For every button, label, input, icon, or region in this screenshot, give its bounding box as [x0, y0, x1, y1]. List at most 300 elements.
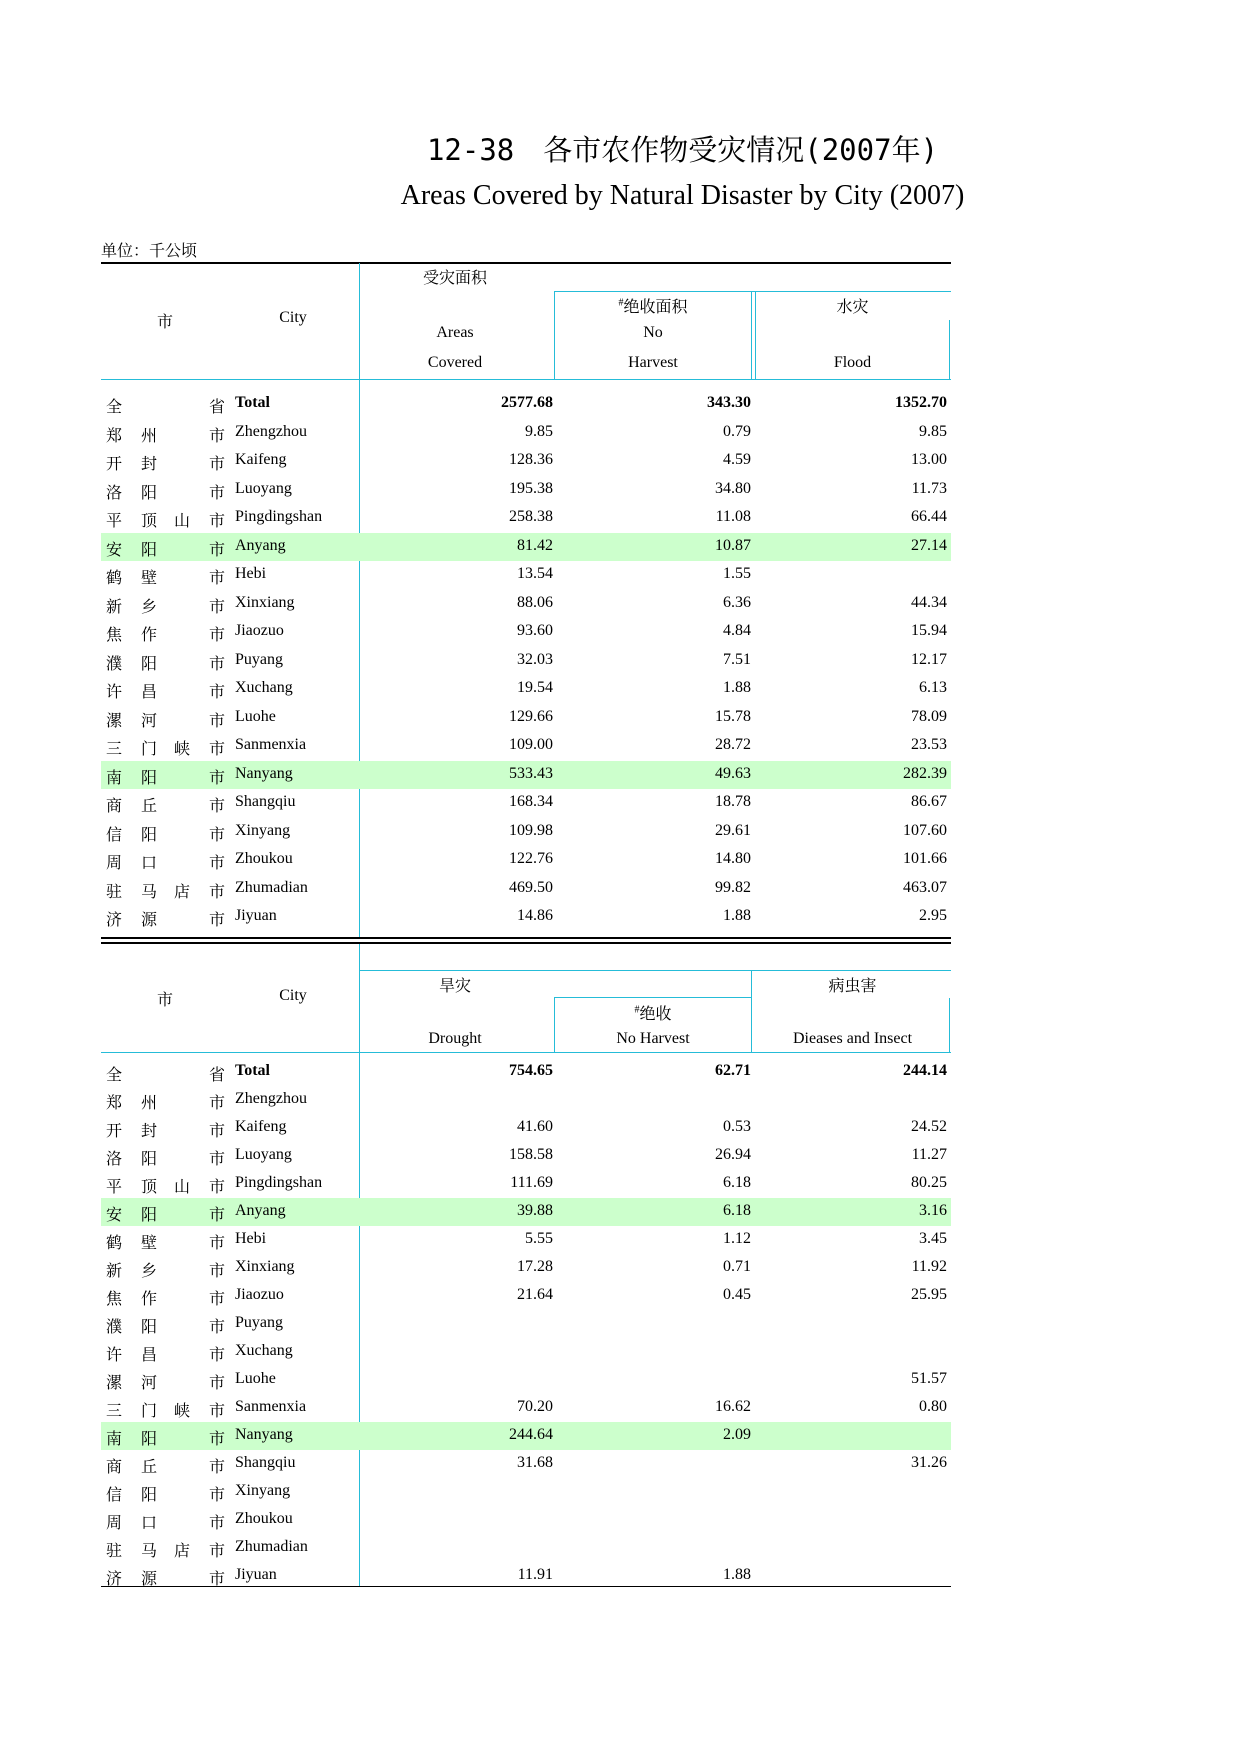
- city-cn-char: 河: [141, 1375, 158, 1392]
- value-cell: 195.38: [509, 479, 553, 497]
- city-cn-char: 安: [106, 1207, 123, 1224]
- table2-pest-en: Dieases and Insect: [792, 1030, 913, 1047]
- city-cn-char: 郑: [106, 427, 123, 445]
- city-en-name: Nanyang: [235, 764, 293, 782]
- value-cell: 11.08: [715, 508, 751, 525]
- city-en-name: Xinyang: [235, 821, 291, 839]
- value-cell: 3.45: [919, 1230, 947, 1247]
- city-cn-char: 源: [141, 1571, 158, 1588]
- city-cn-suffix: 市: [209, 798, 226, 815]
- city-cn-char: 驻: [106, 1543, 123, 1560]
- city-cn-suffix: 市: [209, 883, 226, 901]
- city-cn-suffix: 市: [209, 684, 226, 701]
- value-cell: 122.76: [509, 850, 553, 867]
- city-cn-char: 州: [141, 1095, 158, 1112]
- city-cn-char: 阳: [141, 826, 158, 844]
- table-row: [101, 1310, 951, 1338]
- table2-noharvest-cn: #绝收: [634, 1004, 672, 1023]
- city-cn-char: 马: [141, 883, 158, 901]
- table2-pest-cn: 病虫害: [828, 978, 877, 995]
- table1-noharvest-cn: #绝收面积: [618, 297, 688, 316]
- city-cn-char: 作: [141, 1291, 158, 1308]
- city-en-name: Nanyang: [235, 1426, 293, 1443]
- city-cn-char: 洛: [106, 484, 123, 502]
- value-cell: 6.13: [919, 679, 947, 696]
- value-cell: 258.38: [509, 508, 553, 525]
- value-cell: 0.45: [723, 1286, 751, 1303]
- value-cell: 6.18: [723, 1174, 751, 1191]
- value-cell: 158.58: [509, 1146, 553, 1163]
- city-cn-char: 阳: [141, 1207, 158, 1224]
- table-row: [101, 1170, 951, 1198]
- city-cn-char: 作: [141, 627, 158, 644]
- table1-affected-en2: Covered: [427, 354, 483, 371]
- table1-flood-en: Flood: [833, 354, 872, 371]
- city-en-name: Total: [235, 394, 270, 411]
- city-cn-char: 阳: [141, 1487, 158, 1504]
- table-row: [101, 1198, 951, 1226]
- table2-top-rule: [359, 970, 951, 971]
- table-row: [101, 1114, 951, 1142]
- city-cn-char: 阳: [141, 541, 158, 559]
- city-cn-char: 周: [106, 855, 123, 872]
- city-cn-char: 许: [106, 1347, 123, 1364]
- value-cell: 111.69: [510, 1174, 553, 1191]
- city-cn-char: 鹤: [106, 1235, 123, 1252]
- value-cell: 6.18: [723, 1202, 751, 1219]
- value-cell: 66.44: [911, 508, 947, 525]
- city-cn-suffix: 市: [209, 1403, 226, 1420]
- value-cell: 168.34: [509, 793, 553, 810]
- value-cell: 32.03: [517, 650, 553, 668]
- table-row: [101, 1506, 951, 1534]
- city-en-name: Zhengzhou: [235, 422, 307, 440]
- value-cell: 9.85: [525, 422, 553, 440]
- city-en-name: Hebi: [235, 565, 267, 582]
- value-cell: 34.80: [715, 479, 751, 497]
- city-cn-char: 洛: [106, 1151, 123, 1168]
- city-cn-char: 新: [106, 598, 123, 616]
- city-cn-char: 山: [174, 513, 191, 530]
- city-cn-char: 昌: [141, 1347, 158, 1364]
- city-cn-char: 阳: [141, 1319, 158, 1336]
- city-en-name: Zhumadian: [235, 1538, 308, 1555]
- city-cn-char: 许: [106, 684, 123, 701]
- city-cn-char: 峡: [174, 741, 191, 758]
- city-en-name: Total: [235, 1062, 270, 1079]
- city-cn-char: 店: [174, 1543, 191, 1560]
- table-row: [101, 846, 951, 874]
- city-cn-char: 焦: [106, 627, 123, 644]
- value-cell: 19.54: [517, 679, 553, 696]
- table-row: [101, 1422, 951, 1450]
- city-en-name: Zhengzhou: [235, 1090, 307, 1107]
- city-cn-char: 顶: [141, 1179, 158, 1196]
- table2-bottom-rule: [101, 1586, 951, 1587]
- city-en-name: Luohe: [235, 707, 276, 725]
- city-en-name: Sanmenxia: [235, 1398, 307, 1415]
- value-cell: 39.88: [517, 1202, 553, 1219]
- value-cell: 4.84: [723, 622, 751, 639]
- value-cell: 26.94: [715, 1146, 751, 1163]
- table1-col3-right: [949, 320, 950, 379]
- city-cn-char: 壁: [141, 1235, 158, 1252]
- city-cn-char: 济: [106, 912, 123, 929]
- city-cn-suffix: 市: [209, 912, 226, 929]
- city-cn-suffix: 市: [209, 855, 226, 872]
- page-title-cn: 12-38 各市农作物受灾情况(2007年): [426, 133, 939, 167]
- value-cell: 1352.70: [895, 394, 947, 411]
- city-en-name: Jiaozuo: [235, 622, 284, 639]
- table-row: [101, 647, 951, 675]
- table-row: [101, 419, 951, 447]
- city-cn-char: 三: [106, 1403, 123, 1420]
- city-cn-char: 河: [141, 712, 158, 730]
- table-row: [101, 447, 951, 475]
- table2-city-cn: 市: [156, 992, 173, 1009]
- value-cell: 3.16: [919, 1202, 947, 1219]
- table2-col2-right: [751, 970, 752, 1052]
- city-cn-char: 州: [141, 427, 158, 445]
- value-cell: 13.00: [911, 451, 947, 468]
- table-row: [101, 590, 951, 618]
- city-en-name: Sanmenxia: [235, 736, 307, 753]
- city-cn-suffix: 市: [209, 541, 226, 559]
- city-cn-char: 阳: [141, 1431, 158, 1448]
- table-row: [101, 1478, 951, 1506]
- table-row: [101, 1086, 951, 1114]
- city-cn-char: 三: [106, 741, 123, 758]
- city-cn-char: 周: [106, 1515, 123, 1532]
- value-cell: 9.85: [919, 422, 947, 440]
- city-cn-suffix: 市: [209, 1347, 226, 1364]
- city-cn-char: 口: [141, 855, 158, 872]
- city-cn-char: 平: [106, 513, 123, 530]
- city-cn-char: 南: [106, 769, 123, 787]
- table1-affected-cn: 受灾面积: [422, 270, 487, 287]
- table1-flood-cn: 水灾: [836, 299, 869, 316]
- table-row: [101, 1450, 951, 1478]
- value-cell: 4.59: [723, 451, 751, 468]
- city-cn-char: 焦: [106, 1291, 123, 1308]
- city-cn-char: 新: [106, 1263, 123, 1280]
- table1-city-en: City: [279, 309, 307, 326]
- value-cell: 109.98: [509, 821, 553, 839]
- value-cell: 27.14: [911, 536, 947, 554]
- city-cn-suffix: 市: [209, 570, 226, 587]
- table1-city-cn: 市: [156, 314, 173, 331]
- city-en-name: Luohe: [235, 1370, 276, 1387]
- table-row: [101, 1366, 951, 1394]
- city-cn-char: 峡: [174, 1403, 191, 1420]
- value-cell: 282.39: [903, 764, 947, 782]
- city-en-name: Zhoukou: [235, 850, 293, 867]
- city-en-name: Zhumadian: [235, 878, 308, 896]
- city-cn-char: 马: [141, 1543, 158, 1560]
- city-cn-suffix: 市: [209, 1095, 226, 1112]
- city-en-name: Shangqiu: [235, 793, 296, 810]
- city-cn-char: 商: [106, 798, 123, 815]
- value-cell: 99.82: [715, 878, 751, 896]
- value-cell: 21.64: [517, 1286, 553, 1303]
- value-cell: 244.64: [509, 1426, 553, 1443]
- city-cn-char: 全: [106, 1067, 123, 1084]
- city-en-name: Luoyang: [235, 479, 292, 497]
- table-row: [101, 1226, 951, 1254]
- table-row: [101, 675, 951, 703]
- city-cn-char: 信: [106, 826, 123, 844]
- city-cn-char: 安: [106, 541, 123, 559]
- table-row: [101, 789, 951, 817]
- value-cell: 78.09: [911, 707, 947, 725]
- city-cn-char: 壁: [141, 570, 158, 587]
- city-cn-suffix: 市: [209, 1123, 226, 1140]
- value-cell: 2.95: [919, 907, 947, 924]
- table-row: [101, 1534, 951, 1562]
- value-cell: 7.51: [723, 650, 751, 668]
- city-cn-suffix: 市: [209, 1235, 226, 1252]
- city-cn-suffix: 市: [209, 1319, 226, 1336]
- value-cell: 1.12: [723, 1230, 751, 1247]
- city-en-name: Xuchang: [235, 1342, 293, 1359]
- table1-noharvest-en1: No: [643, 324, 663, 341]
- value-cell: 31.68: [517, 1454, 553, 1471]
- table-separator-rule-2: [101, 942, 951, 944]
- city-cn-char: 南: [106, 1431, 123, 1448]
- value-cell: 13.54: [517, 565, 553, 582]
- value-cell: 6.36: [723, 593, 751, 611]
- city-cn-suffix: 市: [209, 712, 226, 730]
- value-cell: 15.78: [715, 707, 751, 725]
- value-cell: 11.73: [911, 479, 947, 497]
- value-cell: 11.92: [911, 1258, 947, 1275]
- city-en-name: Pingdingshan: [235, 1174, 323, 1191]
- city-cn-char: 阳: [141, 769, 158, 787]
- city-cn-char: 濮: [106, 1319, 123, 1336]
- table-row: [101, 504, 951, 532]
- value-cell: 41.60: [517, 1118, 553, 1135]
- city-en-name: Hebi: [235, 1230, 267, 1247]
- value-cell: 128.36: [509, 451, 553, 468]
- city-cn-char: 山: [174, 1179, 191, 1196]
- value-cell: 469.50: [509, 878, 553, 896]
- table2-noharvest-en: No Harvest: [616, 1030, 690, 1047]
- table-row: [101, 1058, 951, 1086]
- value-cell: 25.95: [911, 1286, 947, 1303]
- value-cell: 343.30: [707, 394, 751, 411]
- city-cn-char: 封: [141, 456, 158, 473]
- table1-affected-en1: Areas: [436, 324, 474, 341]
- city-en-name: Xinxiang: [235, 593, 295, 611]
- city-cn-char: 济: [106, 1571, 123, 1588]
- city-en-name: Jiaozuo: [235, 1286, 284, 1303]
- city-cn-char: 封: [141, 1123, 158, 1140]
- value-cell: 23.53: [911, 736, 947, 753]
- table2-header-bottom: [101, 1052, 951, 1053]
- value-cell: 1.55: [723, 565, 751, 582]
- city-cn-suffix: 市: [209, 1179, 226, 1196]
- city-en-name: Luoyang: [235, 1146, 292, 1163]
- value-cell: 44.34: [911, 593, 947, 611]
- value-cell: 17.28: [517, 1258, 553, 1275]
- value-cell: 1.88: [723, 907, 751, 924]
- city-en-name: Shangqiu: [235, 1454, 296, 1471]
- city-en-name: Xuchang: [235, 679, 293, 696]
- city-cn-char: 阳: [141, 655, 158, 673]
- value-cell: 18.78: [715, 793, 751, 810]
- table-row: [101, 476, 951, 504]
- table2-city-en: City: [279, 987, 307, 1004]
- table1-col2-right: [751, 291, 752, 379]
- value-cell: 101.66: [903, 850, 947, 867]
- city-en-name: Xinxiang: [235, 1258, 295, 1275]
- city-en-name: Kaifeng: [235, 451, 287, 468]
- city-cn-suffix: 省: [209, 1067, 226, 1084]
- city-cn-char: 全: [106, 399, 123, 416]
- table-row: [101, 1254, 951, 1282]
- city-cn-char: 乡: [141, 598, 158, 616]
- city-cn-suffix: 市: [209, 741, 226, 758]
- table1-subheader-rule: [554, 291, 951, 292]
- table2-drought-en: Drought: [428, 1030, 482, 1047]
- value-cell: 24.52: [911, 1118, 947, 1135]
- city-cn-char: 濮: [106, 655, 123, 673]
- table2-col3-right: [949, 998, 950, 1052]
- city-cn-suffix: 市: [209, 1431, 226, 1448]
- value-cell: 14.80: [715, 850, 751, 867]
- value-cell: 11.91: [517, 1566, 553, 1583]
- city-cn-char: 乡: [141, 1263, 158, 1280]
- value-cell: 10.87: [715, 536, 751, 554]
- value-cell: 14.86: [517, 907, 553, 924]
- city-cn-char: 昌: [141, 684, 158, 701]
- value-cell: 88.06: [517, 593, 553, 611]
- city-cn-suffix: 市: [209, 1543, 226, 1560]
- city-en-name: Jiyuan: [235, 907, 277, 924]
- value-cell: 0.53: [723, 1118, 751, 1135]
- value-cell: 15.94: [911, 622, 947, 639]
- city-cn-char: 商: [106, 1459, 123, 1476]
- table-row: [101, 1282, 951, 1310]
- city-cn-char: 信: [106, 1487, 123, 1504]
- city-cn-char: 鹤: [106, 570, 123, 587]
- city-cn-suffix: 市: [209, 1459, 226, 1476]
- city-cn-char: 丘: [141, 798, 158, 815]
- city-cn-char: 口: [141, 1515, 158, 1532]
- value-cell: 109.00: [509, 736, 553, 753]
- city-cn-suffix: 市: [209, 826, 226, 844]
- city-cn-char: 驻: [106, 883, 123, 901]
- city-cn-char: 开: [106, 1123, 123, 1140]
- city-cn-char: 门: [141, 741, 158, 758]
- table-row: [101, 704, 951, 732]
- value-cell: 0.71: [723, 1258, 751, 1275]
- table-row: [101, 618, 951, 646]
- city-cn-suffix: 市: [209, 769, 226, 787]
- city-en-name: Jiyuan: [235, 1566, 277, 1583]
- value-cell: 31.26: [911, 1454, 947, 1471]
- table1-header-bottom: [101, 379, 951, 380]
- city-cn-suffix: 市: [209, 513, 226, 530]
- city-cn-char: 门: [141, 1403, 158, 1420]
- value-cell: 29.61: [715, 821, 751, 839]
- city-cn-suffix: 市: [209, 1151, 226, 1168]
- city-cn-suffix: 市: [209, 1375, 226, 1392]
- city-cn-suffix: 市: [209, 1207, 226, 1224]
- value-cell: 81.42: [517, 536, 553, 554]
- city-cn-suffix: 市: [209, 1515, 226, 1532]
- value-cell: 16.62: [715, 1398, 751, 1415]
- city-en-name: Zhoukou: [235, 1510, 293, 1527]
- value-cell: 107.60: [903, 821, 947, 839]
- city-cn-suffix: 市: [209, 1571, 226, 1588]
- city-cn-suffix: 市: [209, 598, 226, 616]
- value-cell: 1.88: [723, 1566, 751, 1583]
- city-cn-char: 店: [174, 883, 191, 901]
- city-en-name: Puyang: [235, 1314, 283, 1331]
- table1-noharvest-en2: Harvest: [628, 354, 678, 371]
- city-en-name: Anyang: [235, 536, 286, 554]
- city-cn-suffix: 市: [209, 627, 226, 644]
- value-cell: 62.71: [715, 1062, 751, 1079]
- table1-top-rule: [101, 262, 951, 264]
- value-cell: 0.79: [723, 422, 751, 440]
- city-cn-char: 顶: [141, 513, 158, 530]
- table-row: [101, 732, 951, 760]
- value-cell: 463.07: [903, 878, 947, 896]
- table2-subheader-rule: [554, 997, 751, 998]
- city-cn-suffix: 市: [209, 655, 226, 673]
- table-separator-rule-1: [101, 937, 951, 939]
- table-row: [101, 390, 951, 418]
- city-en-name: Anyang: [235, 1202, 286, 1219]
- table-row: [101, 875, 951, 903]
- city-cn-suffix: 省: [209, 399, 226, 416]
- value-cell: 86.67: [911, 793, 947, 810]
- value-cell: 51.57: [911, 1370, 947, 1387]
- value-cell: 5.55: [525, 1230, 553, 1247]
- value-cell: 244.14: [903, 1062, 947, 1079]
- value-cell: 1.88: [723, 679, 751, 696]
- city-en-name: Puyang: [235, 650, 283, 668]
- table-row: [101, 903, 951, 931]
- table-row: [101, 1142, 951, 1170]
- city-cn-char: 漯: [106, 1375, 123, 1392]
- city-en-name: Kaifeng: [235, 1118, 287, 1135]
- city-cn-suffix: 市: [209, 1487, 226, 1504]
- table-row: [101, 1338, 951, 1366]
- value-cell: 49.63: [715, 764, 751, 782]
- city-cn-char: 阳: [141, 484, 158, 502]
- value-cell: 11.27: [911, 1146, 947, 1163]
- city-cn-suffix: 市: [209, 1263, 226, 1280]
- city-cn-suffix: 市: [209, 427, 226, 445]
- value-cell: 2.09: [723, 1426, 751, 1443]
- value-cell: 129.66: [509, 707, 553, 725]
- city-cn-char: 开: [106, 456, 123, 473]
- city-cn-char: 阳: [141, 1151, 158, 1168]
- table-row: [101, 1394, 951, 1422]
- city-cn-char: 郑: [106, 1095, 123, 1112]
- value-cell: 80.25: [911, 1174, 947, 1191]
- value-cell: 533.43: [509, 764, 553, 782]
- table-row: [101, 561, 951, 589]
- value-cell: 12.17: [911, 650, 947, 668]
- value-cell: 2577.68: [501, 394, 553, 411]
- city-cn-char: 平: [106, 1179, 123, 1196]
- table2-drought-cn: 旱灾: [438, 978, 471, 995]
- city-cn-suffix: 市: [209, 456, 226, 473]
